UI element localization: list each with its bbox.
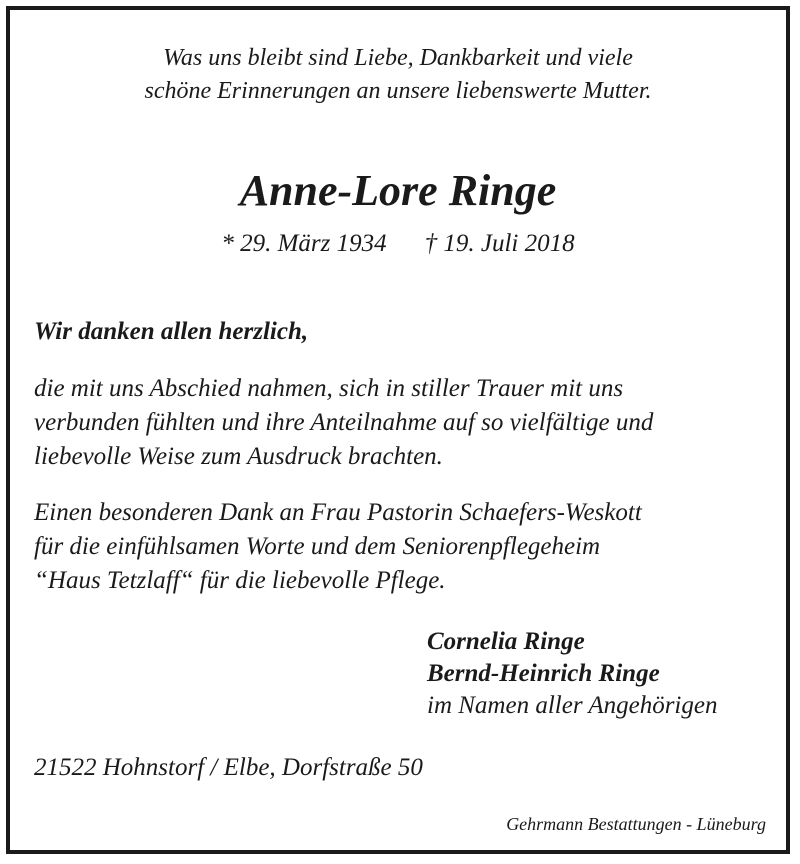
- paragraph-line: Einen besonderen Dank an Frau Pastorin Schaefers-Weskott: [34, 499, 642, 526]
- motto-line: schöne Erinnerungen an unsere liebenswerte Mutter.: [144, 78, 652, 104]
- paragraph-line: die mit uns Abschied nahmen, sich in stiller Trauer mit uns: [34, 375, 624, 402]
- signatory-name: Cornelia Ringe: [427, 628, 585, 655]
- family-address: 21522 Hohnstorf / Elbe, Dorfstraße 50: [34, 754, 423, 781]
- thanks-paragraph-1: [34, 372, 653, 474]
- death-date: † 19. Juli 2018: [424, 230, 575, 257]
- motto: [10, 42, 786, 108]
- thanks-heading: Wir danken allen herzlich,: [34, 318, 309, 345]
- thanks-paragraph-2: [34, 496, 642, 598]
- obituary-card: [6, 6, 790, 854]
- signature-note: im Namen aller Angehörigen: [427, 692, 718, 719]
- birth-date: * 29. März 1934: [221, 230, 387, 257]
- paragraph-line: “Haus Tetzlaff“ für die liebevolle Pflege.: [34, 567, 446, 594]
- signature-block: [427, 626, 717, 722]
- funeral-home-credit: Gehrmann Bestattungen - Lüneburg: [506, 814, 766, 834]
- paragraph-line: für die einfühlsamen Worte und dem Seniorenpflegeheim: [34, 533, 601, 560]
- signatory-name: Bernd-Heinrich Ringe: [427, 660, 660, 687]
- life-dates: [10, 228, 786, 260]
- paragraph-line: liebevolle Weise zum Ausdruck brachten.: [34, 443, 443, 470]
- deceased-name: Anne-Lore Ringe: [239, 166, 557, 215]
- paragraph-line: verbunden fühlten und ihre Anteilnahme auf so vielfältige und: [34, 409, 654, 436]
- motto-line: Was uns bleibt sind Liebe, Dankbarkeit und viele: [163, 45, 633, 71]
